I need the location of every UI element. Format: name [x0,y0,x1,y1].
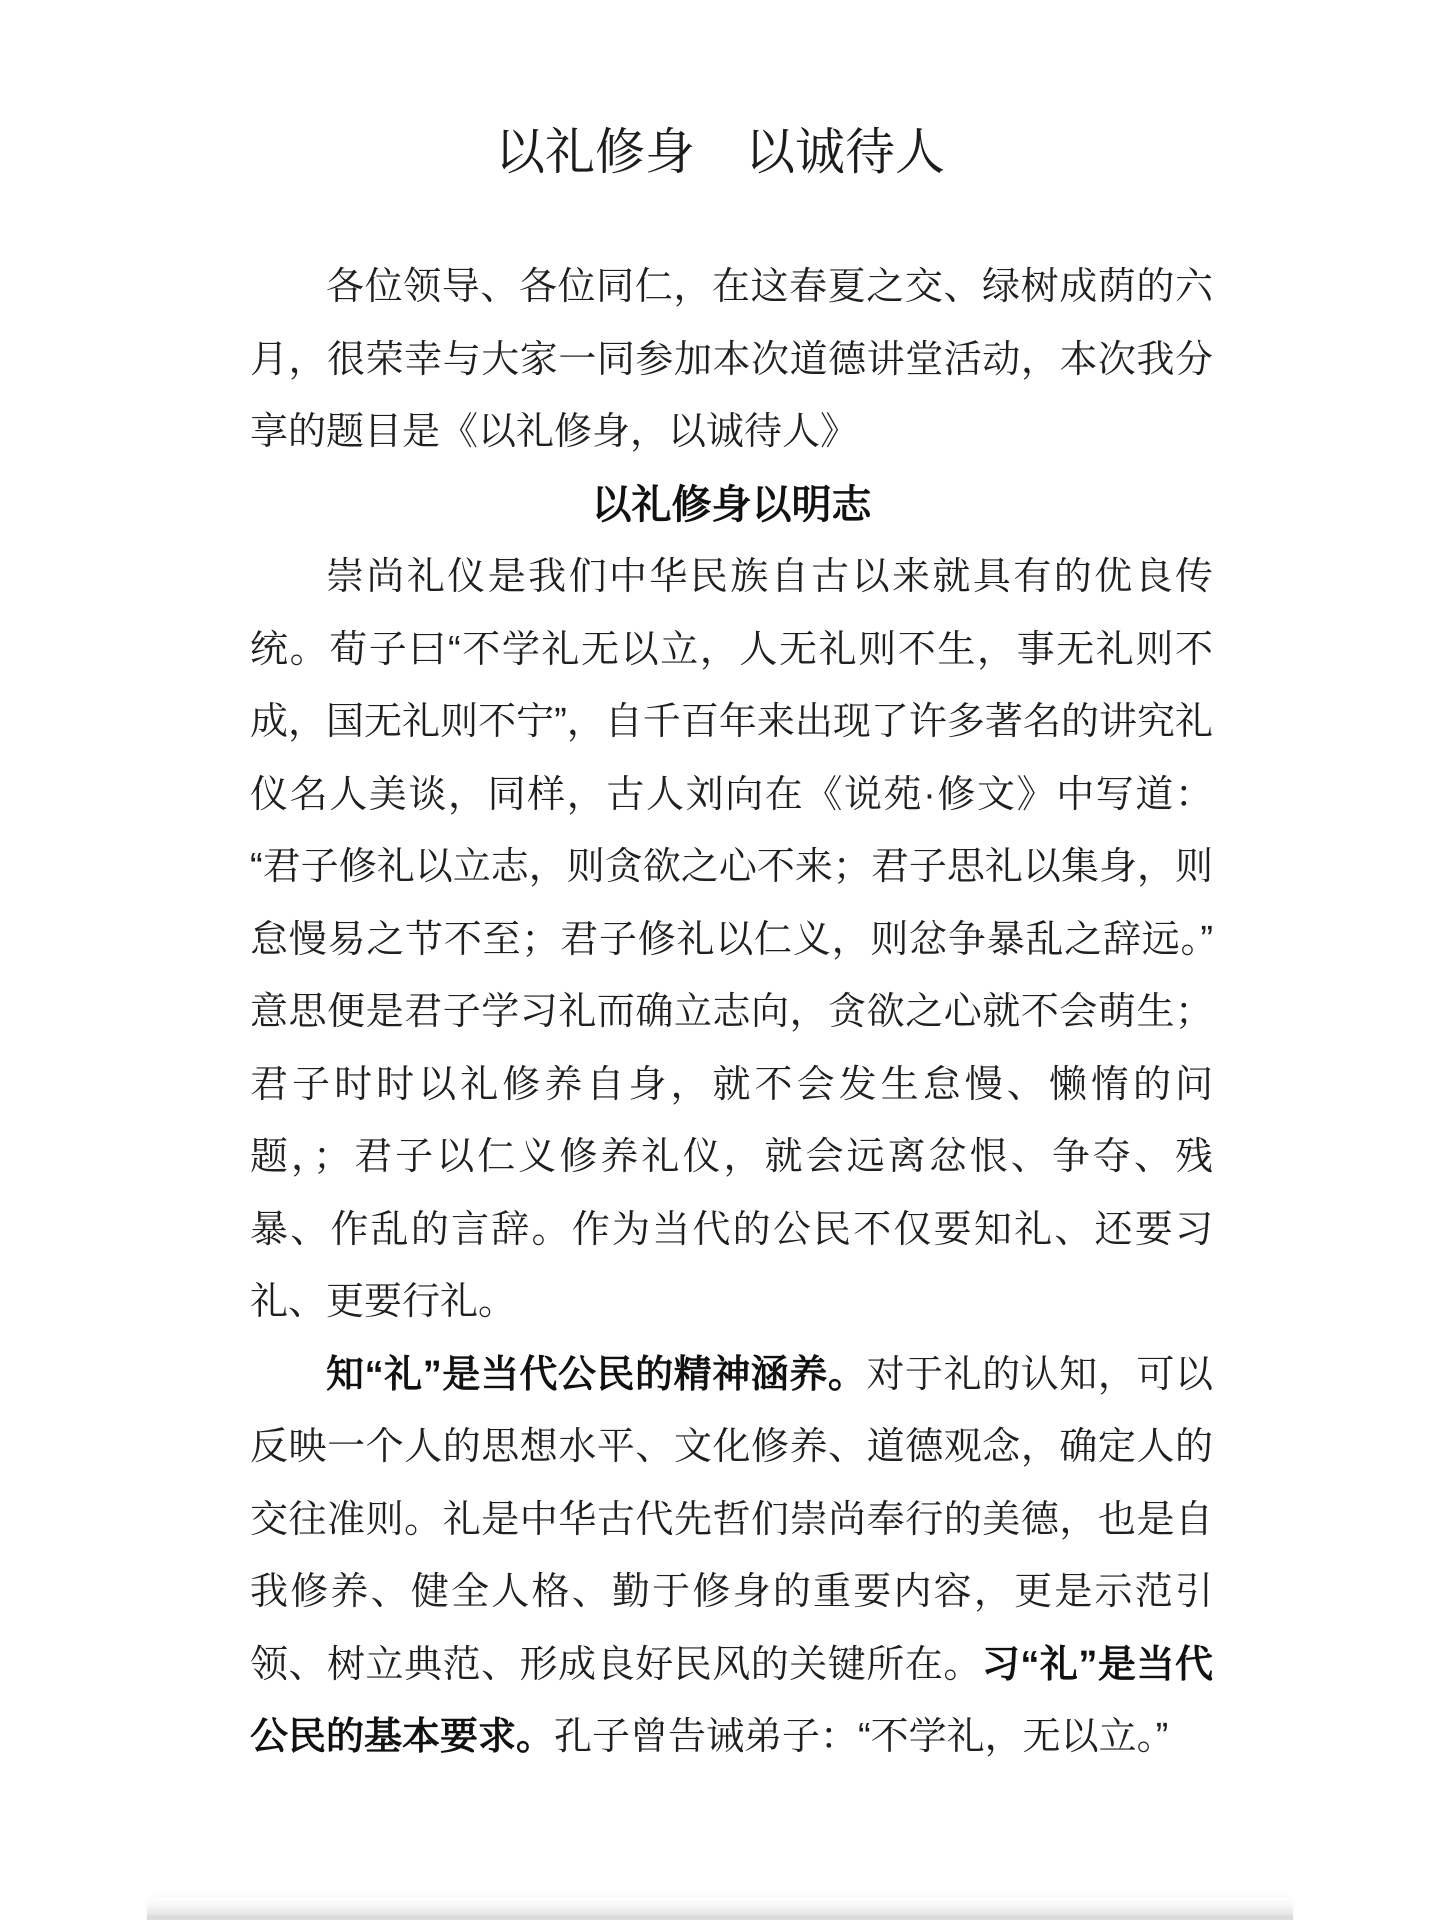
text-run: 怠慢易之节不至；君子修礼以仁义，则忿争暴乱之辞远。” [250,918,1213,961]
text-line [250,831,1213,904]
text-run: 享的题目是《以礼修身，以诚待人》 [250,411,859,453]
text-line [250,1049,1213,1122]
text-run: 月，很荣幸与大家一同参加本次道德讲堂活动，本次我分 [250,338,1213,381]
text-line [250,1266,1213,1339]
text-line [250,1484,1213,1557]
text-line [250,1701,1213,1774]
text-run: 礼、更要行礼。 [250,1281,517,1323]
text-run: 暴、作乱的言辞。作为当代的公民不仅要知礼、还要习 [250,1208,1213,1251]
text-line [250,904,1213,977]
text-line [250,1556,1213,1629]
text-line [250,1411,1213,1484]
bold-text-run: 公民的基本要求。 [250,1716,555,1758]
text-run: 意思便是君子学习礼而确立志向，贪欲之心就不会萌生； [250,991,1213,1033]
text-line [250,686,1213,759]
text-run: 题，；君子以仁义修养礼仪，就会远离忿恨、争夺、残 [250,1136,1213,1178]
text-line [250,976,1213,1049]
text-run: 崇尚礼仪是我们中华民族自古以来就具有的优良传 [326,556,1213,598]
section-heading [250,469,1213,542]
text-line [250,1194,1213,1267]
bold-text-run: 以礼修身以明志 [591,482,872,527]
bold-text-run: 习“礼”是当代 [981,1643,1213,1686]
text-line [250,396,1213,469]
text-line [250,324,1213,397]
text-run: 我修养、健全人格、勤于修身的重要内容，更是示范引 [250,1571,1213,1613]
text-line [250,1629,1213,1702]
text-run: 仪名人美谈，同样，古人刘向在《说苑·修文》中写道： [250,773,1213,816]
text-run: 孔子曾告诫弟子：“不学礼，无以立。” [554,1716,1169,1758]
text-line [250,614,1213,687]
text-line [250,251,1213,324]
text-line [250,1339,1213,1412]
text-line [250,1121,1213,1194]
bold-text-run: 知“礼”是当代公民的精神涵养。 [326,1353,867,1396]
text-line [250,759,1213,832]
text-run: 交往准则。礼是中华古代先哲们崇尚奉行的美德，也是自 [250,1498,1213,1541]
text-run: 成，国无礼则不宁”，自千百年来出现了许多著名的讲究礼 [250,701,1213,743]
text-run: 领、树立典范、形成良好民风的关键所在。 [250,1643,982,1686]
text-run: 各位领导、各位同仁，在这春夏之交、绿树成荫的六 [326,266,1213,308]
text-run: 统。荀子曰“不学礼无以立，人无礼则不生，事无礼则不 [250,628,1213,671]
document-title: 以礼修身 以诚待人 [495,124,945,180]
text-run: 君子时时以礼修养自身，就不会发生怠慢、懒惰的问 [250,1063,1213,1106]
page-bottom-edge-bar [147,1897,1293,1920]
text-run: 反映一个人的思想水平、文化修养、道德观念，确定人的 [250,1426,1213,1468]
text-run: “君子修礼以立志，则贪欲之心不来；君子思礼以集身，则 [250,846,1213,888]
text-run: 对于礼的认知，可以 [866,1353,1213,1396]
text-line [250,541,1213,614]
document-body [250,251,1213,1774]
